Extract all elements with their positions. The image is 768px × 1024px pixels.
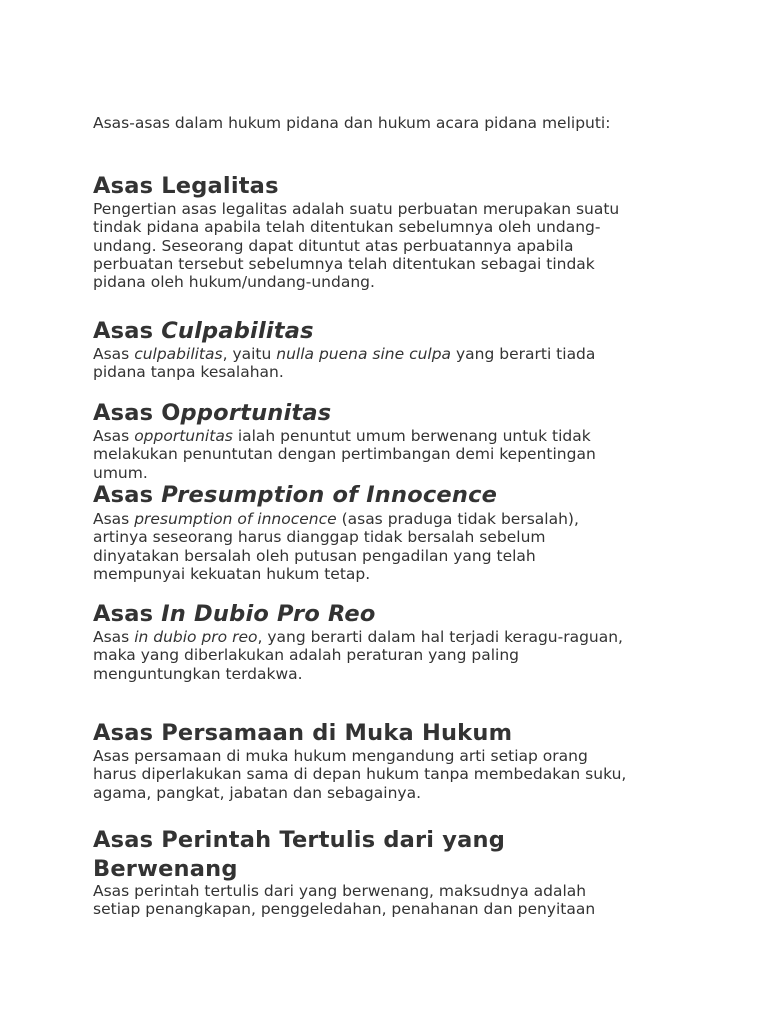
paragraph-line: agama, pangkat, jabatan dan sebagainya. — [93, 783, 421, 802]
text-run: , yaitu — [222, 345, 277, 363]
paragraph-line — [93, 345, 693, 363]
italic-term: culpabilitas — [134, 345, 223, 363]
italic-term: in dubio pro reo — [134, 628, 258, 646]
text-run: (asas praduga tidak bersalah), — [336, 510, 579, 528]
heading-asas-opportunitas — [93, 399, 331, 427]
heading-asas-persamaan-di-muka-hukum: Asas Persamaan di Muka Hukum — [93, 720, 513, 746]
paragraph-line: pidana oleh hukum/undang-undang. — [93, 273, 375, 292]
paragraph-line: setiap penangkapan, penggeledahan, penahanan dan penyitaan — [93, 900, 596, 919]
text-run: Asas — [93, 510, 135, 528]
paragraph-line — [93, 427, 693, 445]
heading-italic-part: Presumption of Innocence — [161, 482, 498, 508]
heading-line: Berwenang — [93, 856, 238, 882]
paragraph-line — [93, 510, 693, 528]
heading-italic-part: pportunitas — [180, 400, 332, 426]
paragraph-asas-perintah-tertulis — [93, 882, 693, 919]
heading-italic-part: In Dubio Pro Reo — [161, 601, 376, 627]
paragraph-line: mempunyai kekuatan hukum tetap. — [93, 564, 371, 583]
paragraph-line: Asas persamaan di muka hukum mengandung arti setiap orang — [93, 747, 588, 765]
paragraph-line: melakukan penuntutan dengan pertimbangan demi kepentingan — [93, 445, 596, 464]
text-run: Asas — [93, 345, 135, 363]
paragraph-asas-presumption-of-innocence — [93, 510, 693, 583]
paragraph-line: harus diperlakukan sama di depan hukum tanpa membedakan suku, — [93, 765, 627, 784]
heading-asas-legalitas: Asas Legalitas — [93, 173, 279, 199]
text-run: Asas — [93, 427, 135, 445]
paragraph-line — [93, 628, 693, 646]
text-run: yang berarti tiada — [451, 345, 596, 363]
paragraph-asas-persamaan-di-muka-hukum — [93, 747, 693, 802]
paragraph-line: umum. — [93, 463, 148, 482]
paragraph-line: maka yang diberlakukan adalah peraturan yang paling — [93, 646, 519, 665]
intro-text: Asas-asas dalam hukum pidana dan hukum acara pidana meliputi: — [93, 114, 611, 132]
heading-asas-in-dubio-pro-reo — [93, 600, 376, 628]
paragraph-asas-in-dubio-pro-reo — [93, 628, 693, 683]
paragraph-line: perbuatan tersebut sebelumnya telah ditentukan sebagai tindak — [93, 254, 595, 273]
paragraph-asas-opportunitas — [93, 427, 693, 482]
paragraph-line: menguntungkan terdakwa. — [93, 664, 303, 683]
heading-asas-presumption-of-innocence — [93, 481, 497, 509]
paragraph-line: artinya seseorang harus dianggap tidak bersalah sebelum — [93, 528, 546, 547]
heading-asas-culpabilitas — [93, 317, 314, 345]
heading-asas-perintah-tertulis — [93, 826, 505, 884]
text-run: , yang berarti dalam hal terjadi keragu-raguan, — [257, 628, 623, 646]
paragraph-line: Asas perintah tertulis dari yang berwenang, maksudnya adalah — [93, 882, 587, 900]
paragraph-line: tindak pidana apabila telah ditentukan sebelumnya oleh undang- — [93, 218, 601, 237]
text-run: ialah penuntut umum berwenang untuk tidak — [232, 427, 591, 445]
paragraph-asas-legalitas — [93, 200, 693, 291]
heading-italic-part: Culpabilitas — [161, 318, 314, 344]
heading-line: Asas Perintah Tertulis dari yang — [93, 827, 506, 853]
heading-plain-part: Asas — [93, 482, 162, 508]
italic-term: nulla puena sine culpa — [276, 345, 452, 363]
heading-plain-part: Asas — [93, 318, 162, 344]
text-run: Asas — [93, 628, 135, 646]
heading-plain-part: Asas O — [93, 400, 181, 426]
paragraph-asas-culpabilitas — [93, 345, 693, 382]
italic-term: presumption of innocence — [134, 510, 337, 528]
paragraph-line: pidana tanpa kesalahan. — [93, 363, 284, 382]
paragraph-line: undang. Seseorang dapat dituntut atas perbuatannya apabila — [93, 236, 574, 255]
paragraph-line: dinyatakan bersalah oleh putusan pengadilan yang telah — [93, 546, 536, 565]
italic-term: opportunitas — [134, 427, 233, 445]
heading-plain-part: Asas — [93, 601, 162, 627]
paragraph-line: Pengertian asas legalitas adalah suatu perbuatan merupakan suatu — [93, 200, 620, 218]
